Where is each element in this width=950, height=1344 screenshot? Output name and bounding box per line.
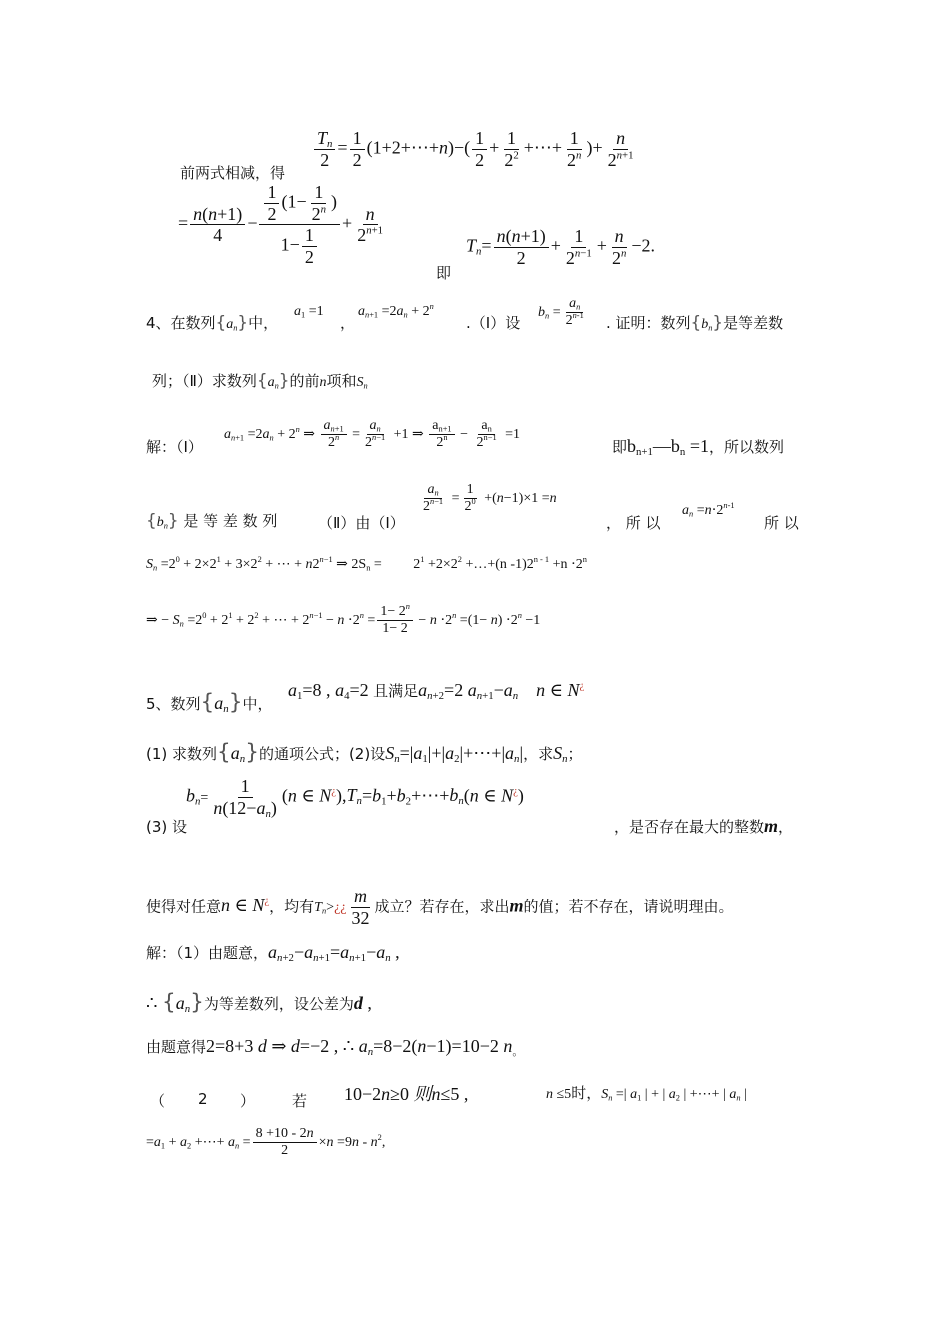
text-p4-a: 4、在数列$\{a_n\}$中， [146,312,279,333]
text-p5-3b: ，是否存在最大的整数m， [614,816,794,836]
formula-s5-sn: n ≤5时，$S_n$ =| $a_1$ | + | $a_2$ | +⋯+ | $a_n$ | [546,1084,747,1103]
text-p4-d: .（Ⅰ）设 [466,314,521,332]
formula-tn-expand: = $\frac{n(n+1)}{4}$ − $\frac{1}{2}$ (1− $\frac{1}{2^n}$ ) 1− $\frac{1}{2}$ + $\frac{n}{2^{n+1}}$ [178,182,384,268]
formula-s5-final: $=a_1 + a_2$ +⋯+ $a_n$ = $\frac{8 +10 - 2n}{2}$ $\times n =9n - n^2$, [146,1126,386,1159]
formula-p5-cond: $a_1=8$ , $a_4=2$ 且满足$a_{n+2}=2$ $a_{n+1}-a_n$ n ∈ N¿ [288,679,585,703]
text-s5-1: 解：（1）由题意，$a_{n+2}-a_{n+1}=a_{n+1}-a_n$ , [146,942,400,965]
text-s5-4d: 若 [292,1092,308,1110]
text-p5-a: 5、数列$\{a_n\}$中， [146,690,273,716]
text-sol4-d: $\{b_n\}$ 是 等 差 数 列 [146,510,278,531]
formula-an-closed: $a_n =n\cdot 2^{n-1}$ [682,501,735,519]
text-p5-4: 使得对任意n ∈ N¿，均有$T_n>¿¿$ $\frac{m}{32}$ 成立？若存在，求出m的值；若不存在，请说明理由。 [146,886,734,928]
formula-sol4-chain: $a_{n+1} =2a_n + 2^n$ ⇒ $\frac{a_{n+1}}{2^n}$ = $\frac{a_n}{2^{n-1}}$ +1 ⇒ $\frac{a_{n+1}}{2^n}$ − $\frac{a_n}{2^{n-1}}$ =1 [224,418,521,451]
formula-tn-half: $\frac{T_n}{2}$ = $\frac{1}{2}$ (1+2+⋯+n)−( $\frac{1}{2}$ + $\frac{1}{2^2}$ +⋯+ $\frac{1}{2^n}$ )+ $\frac{n}{2^{n+1}}$ [312,128,639,170]
comma-1: ， [340,314,356,332]
text-sol4-g: 所 以 [764,514,799,532]
formula-sol4-an: $\frac{a_n}{2^{n-1}}$ = $\frac{1}{2^0}$ +(n−1)×1 =n [423,482,557,515]
formula-tn-result: $T_n=$ $\frac{n(n+1)}{2}$ + $\frac{1}{2^{n-1}}$ + $\frac{n}{2^n}$ −2. [466,226,656,268]
formula-recur: $a_{n+1} =2a_n + 2^n$ [358,302,434,320]
text-s5-3: 由题意得2=8+3 d ⇒ d=−2 , ∴ $a_n=8-2(n-1)=10-2$ $n_。$ [146,1036,524,1059]
text-s5-4c: ） [240,1092,256,1110]
formula-p5-bn: $b_n=$ $\frac{1}{n(12-a_n)}$ (n ∈ $N^¿),T_n=b_1+b_2+\cdots+b_n(n$ ∈ N¿) [186,776,524,820]
text-sol4-b: 即$b_{n+1}—b_n =1$，所以数列 [612,436,784,459]
formula-neg-sn: ⇒ − $S_n =2^0 + 2^1 + 2^2$ + ⋯ + $2^{n-1} - n \cdot 2^n$ = $\frac{1- 2^n}{1- 2}$ − $n \cdot 2^n =(1- n) \cdot 2^n -1$ [146,602,541,637]
text-s5-4a: （ [150,1092,166,1110]
text-subtract: 前两式相减，得 [180,164,286,182]
formula-bn-def: $b_n$ = $\frac{a_n}{2^{n-1}}$ [538,296,584,329]
formula-s5-cond: 10−2n≥0 则n≤5 , [344,1084,469,1104]
text-sol4-a: 解：（Ⅰ） [146,438,203,456]
text-ji: 即 [436,264,452,282]
text-sol4-f: ， 所 以 [606,514,661,532]
text-p4-g: 列；（Ⅱ）求数列$\{a_n\}$的前n项和$S_n$ [152,370,368,391]
formula-a1: $a_1 =1$ [294,304,324,320]
text-p4-e: . 证明：数列$\{b_n\}$是等差数 [606,312,784,333]
text-p5-1: (1) 求数列$\{a_n\}$的通项公式；(2)设$S_n=|a_1|+|a_2|+\cdots+|a_n|$，求$S_n$； [146,740,583,766]
formula-sn-sum: $S_n =2^0 + 2\times 2^1 + 3\times 2^2$ + ⋯ + $n2^{n-1}$ ⇒ $2S_n$ = $2^1 +2\times 2^2$ +…+(n $-1)2^{n - 1} +n \cdot 2^n$ [146,555,587,573]
text-p5-3a: (3) 设 [146,818,188,836]
text-sol4-e: （Ⅱ）由（Ⅰ） [318,514,405,532]
text-s5-4b: 2 [198,1090,208,1108]
text-s5-2: ∴ $\{a_n\}$为等差数列，设公差为d , [146,990,372,1016]
